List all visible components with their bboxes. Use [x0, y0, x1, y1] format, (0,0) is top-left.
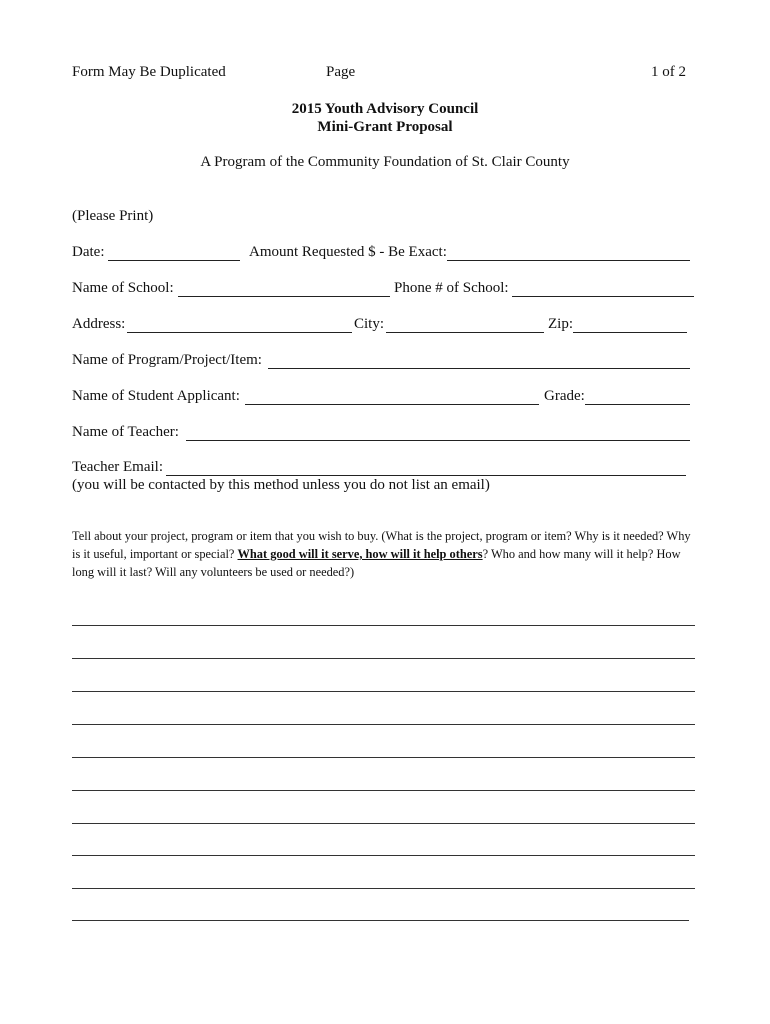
amount-field[interactable] — [447, 260, 690, 261]
grade-field[interactable] — [585, 404, 690, 405]
program-row — [72, 352, 692, 374]
phone-field[interactable] — [512, 296, 694, 297]
page-count: 1 of 2 — [651, 64, 686, 80]
school-field[interactable] — [178, 296, 390, 297]
answer-line[interactable] — [72, 888, 695, 889]
date-field[interactable] — [108, 260, 240, 261]
address-field[interactable] — [127, 332, 352, 333]
phone-label: Phone # of School: — [394, 280, 509, 296]
grade-label: Grade: — [544, 388, 585, 404]
answer-line[interactable] — [72, 790, 695, 791]
answer-line[interactable] — [72, 855, 695, 856]
school-phone-row — [72, 280, 696, 302]
page-label: Page — [326, 64, 356, 80]
page-header — [72, 64, 686, 86]
address-label: Address: — [72, 316, 126, 332]
student-field[interactable] — [245, 404, 539, 405]
form-title: 2015 Youth Advisory Council — [291, 101, 479, 117]
teacher-email-field[interactable] — [166, 475, 686, 476]
program-field[interactable] — [268, 368, 690, 369]
please-print-note: (Please Print) — [72, 208, 154, 224]
student-label: Name of Student Applicant: — [72, 388, 240, 404]
answer-line[interactable] — [72, 757, 695, 758]
answer-line[interactable] — [72, 920, 689, 921]
program-label: Name of Program/Project/Item: — [72, 352, 262, 368]
answer-line[interactable] — [72, 658, 695, 659]
zip-field[interactable] — [573, 332, 687, 333]
prompt-emphasis: What good will it serve, how will it help others — [237, 547, 483, 561]
teacher-row — [72, 424, 692, 446]
answer-line[interactable] — [72, 823, 695, 824]
duplication-note: Form May Be Duplicated — [72, 64, 226, 80]
amount-label: Amount Requested $ - Be Exact: — [249, 244, 447, 260]
city-field[interactable] — [386, 332, 544, 333]
zip-label: Zip: — [548, 316, 573, 332]
answer-line[interactable] — [72, 691, 695, 692]
teacher-label: Name of Teacher: — [72, 424, 179, 440]
contact-note: (you will be contacted by this method unless you do not list an email) — [72, 477, 490, 493]
city-label: City: — [354, 316, 385, 332]
student-grade-row — [72, 388, 692, 410]
answer-line[interactable] — [72, 724, 695, 725]
answer-line[interactable] — [72, 625, 695, 626]
program-subtitle: A Program of the Community Foundation of St. Clair County — [200, 154, 570, 170]
project-description-prompt — [72, 527, 698, 581]
date-amount-row — [72, 244, 692, 266]
date-label: Date: — [72, 244, 105, 260]
address-row — [72, 316, 690, 338]
form-subtitle-title: Mini-Grant Proposal — [317, 119, 453, 135]
prompt-text-start: Tell about your project, program or item that you wish to buy. (What is the project, program or item? Why is it needed? Why is it useful, important or special? — [72, 529, 691, 561]
teacher-email-label: Teacher Email: — [72, 459, 163, 475]
school-label: Name of School: — [72, 280, 174, 296]
teacher-field[interactable] — [186, 440, 690, 441]
prompt-text-end: ? Who and how many will it help? How long will it last? Will any volunteers be used or needed?) — [72, 547, 681, 579]
